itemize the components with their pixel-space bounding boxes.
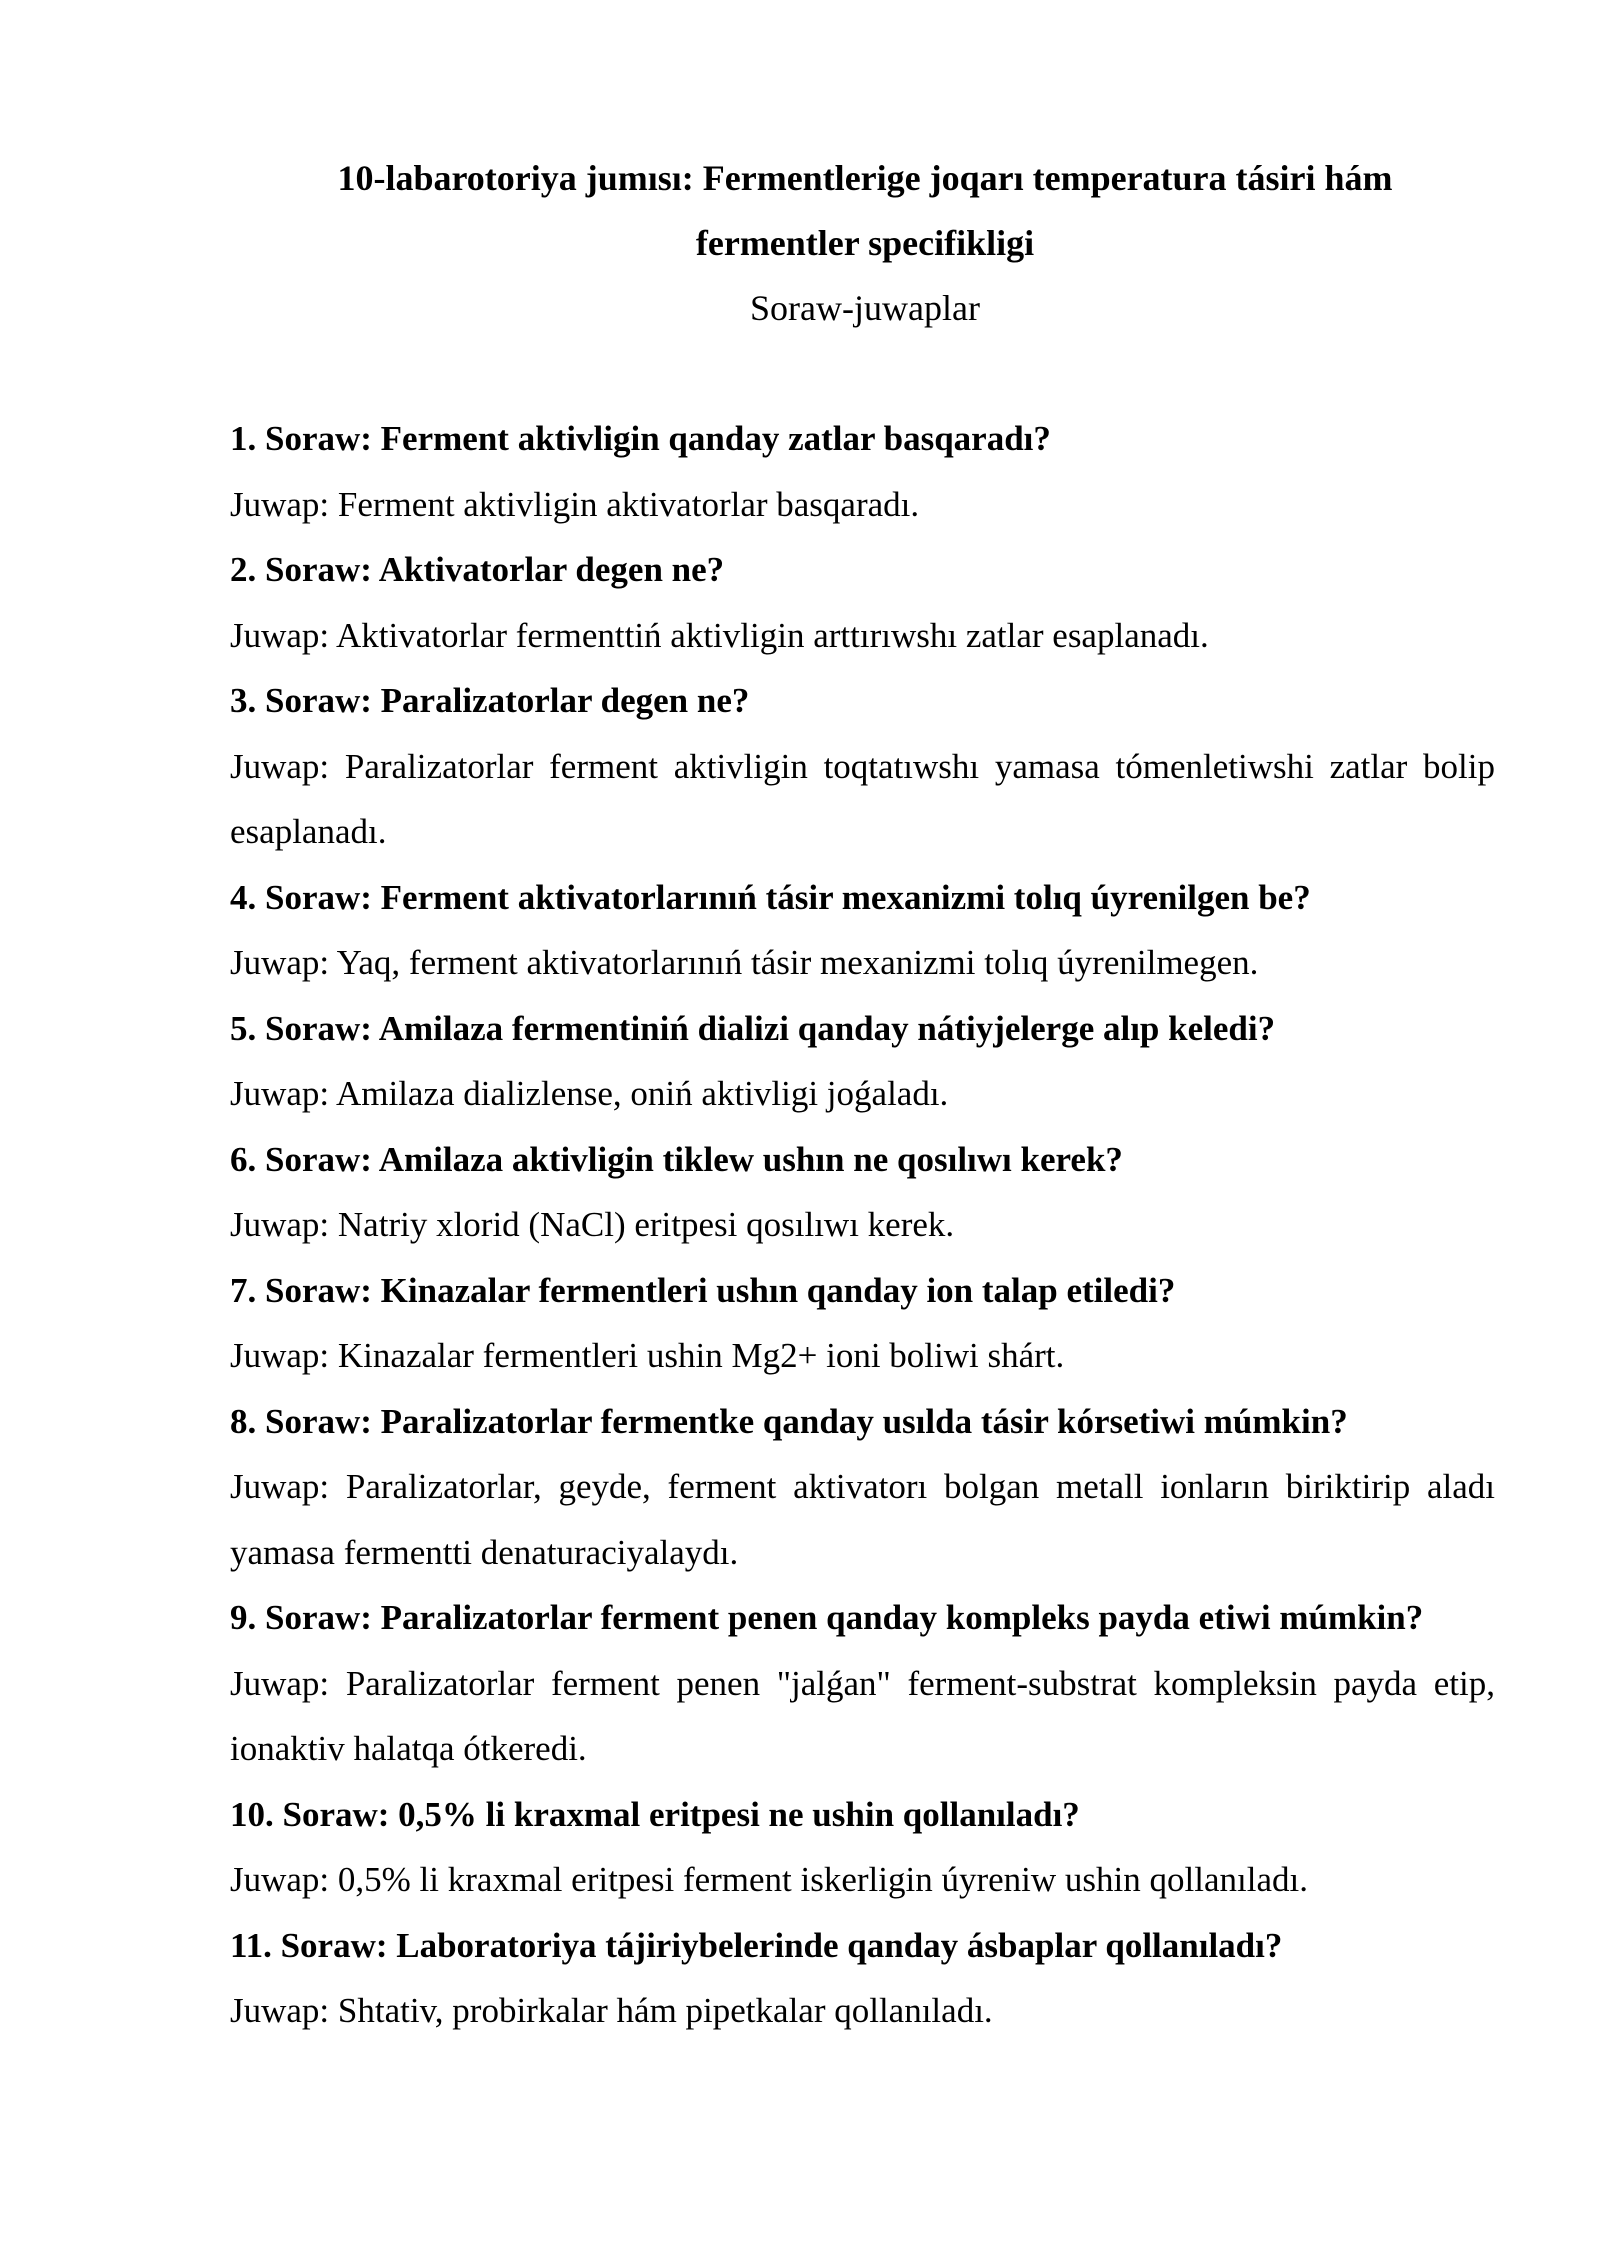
document-title-line-2: fermentler specifikligi xyxy=(695,223,1035,263)
answer-11: Juwap: Shtativ, probirkalar hám pipetkalar qollanıladı. xyxy=(230,1991,993,2030)
answer-6: Juwap: Natriy xlorid (NaCl) eritpesi qosılıwı kerek. xyxy=(230,1205,955,1244)
document-header xyxy=(230,146,1500,341)
question-10: 10. Soraw: 0,5% li kraxmal eritpesi ne ushin qollanıladı? xyxy=(230,1794,1080,1834)
document-subtitle: Soraw-juwaplar xyxy=(750,288,980,328)
answer-2: Juwap: Aktivatorlar fermenttiń aktivligin arttırıwshı zatlar esaplanadı. xyxy=(230,615,1209,655)
question-2: 2. Soraw: Aktivatorlar degen ne? xyxy=(230,550,725,589)
answer-9: Juwap: Paralizatorlar ferment penen "jalǵan" ferment-substrat kompleksin payda etip, ionaktiv halatqa ótkeredi. xyxy=(230,1663,1495,1768)
question-3: 3. Soraw: Paralizatorlar degen ne? xyxy=(230,681,750,720)
document-title-line-1: 10-labarotoriya jumısı: Fermentlerige joqarı temperatura tásiri hám xyxy=(337,158,1393,198)
answer-3: Juwap: Paralizatorlar ferment aktivligin toqtatıwshı yamasa tómenletiwshi zatlar bolip esaplanadı. xyxy=(230,746,1495,851)
question-11: 11. Soraw: Laboratoriya tájiriybelerinde qanday ásbaplar qollanıladı? xyxy=(230,1925,1283,1965)
answer-5: Juwap: Amilaza dializlense, oniń aktivligi joǵaladı. xyxy=(230,1074,949,1113)
answer-10: Juwap: 0,5% li kraxmal eritpesi ferment iskerligin úyreniw ushin qollanıladı. xyxy=(230,1860,1308,1899)
qa-list xyxy=(230,406,1495,2044)
question-8: 8. Soraw: Paralizatorlar fermentke qanday usılda tásir kórsetiwi múmkin? xyxy=(230,1401,1348,1441)
question-7: 7. Soraw: Kinazalar fermentleri ushın qanday ion talap etiledi? xyxy=(230,1270,1176,1310)
question-4: 4. Soraw: Ferment aktivatorlarınıń tásir mexanizmi tolıq úyrenilgen be? xyxy=(230,877,1311,917)
answer-7: Juwap: Kinazalar fermentleri ushin Mg2+ ioni boliwi shárt. xyxy=(230,1336,1065,1375)
question-5: 5. Soraw: Amilaza fermentiniń dializi qanday nátiyjelerge alıp keledi? xyxy=(230,1008,1276,1048)
answer-8: Juwap: Paralizatorlar, geyde, ferment aktivatorı bolgan metall ionların biriktirip aladı yamasa fermentti denaturaciyalaydı. xyxy=(230,1467,1495,1572)
question-1: 1. Soraw: Ferment aktivligin qanday zatlar basqaradı? xyxy=(230,419,1051,458)
answer-4: Juwap: Yaq, ferment aktivatorlarınıń tásir mexanizmi tolıq úyrenilmegen. xyxy=(230,943,1259,982)
question-6: 6. Soraw: Amilaza aktivligin tiklew ushın ne qosılıwı kerek? xyxy=(230,1139,1123,1179)
question-9: 9. Soraw: Paralizatorlar ferment penen qanday kompleks payda etiwi múmkin? xyxy=(230,1598,1424,1637)
answer-1: Juwap: Ferment aktivligin aktivatorlar basqaradı. xyxy=(230,484,920,524)
